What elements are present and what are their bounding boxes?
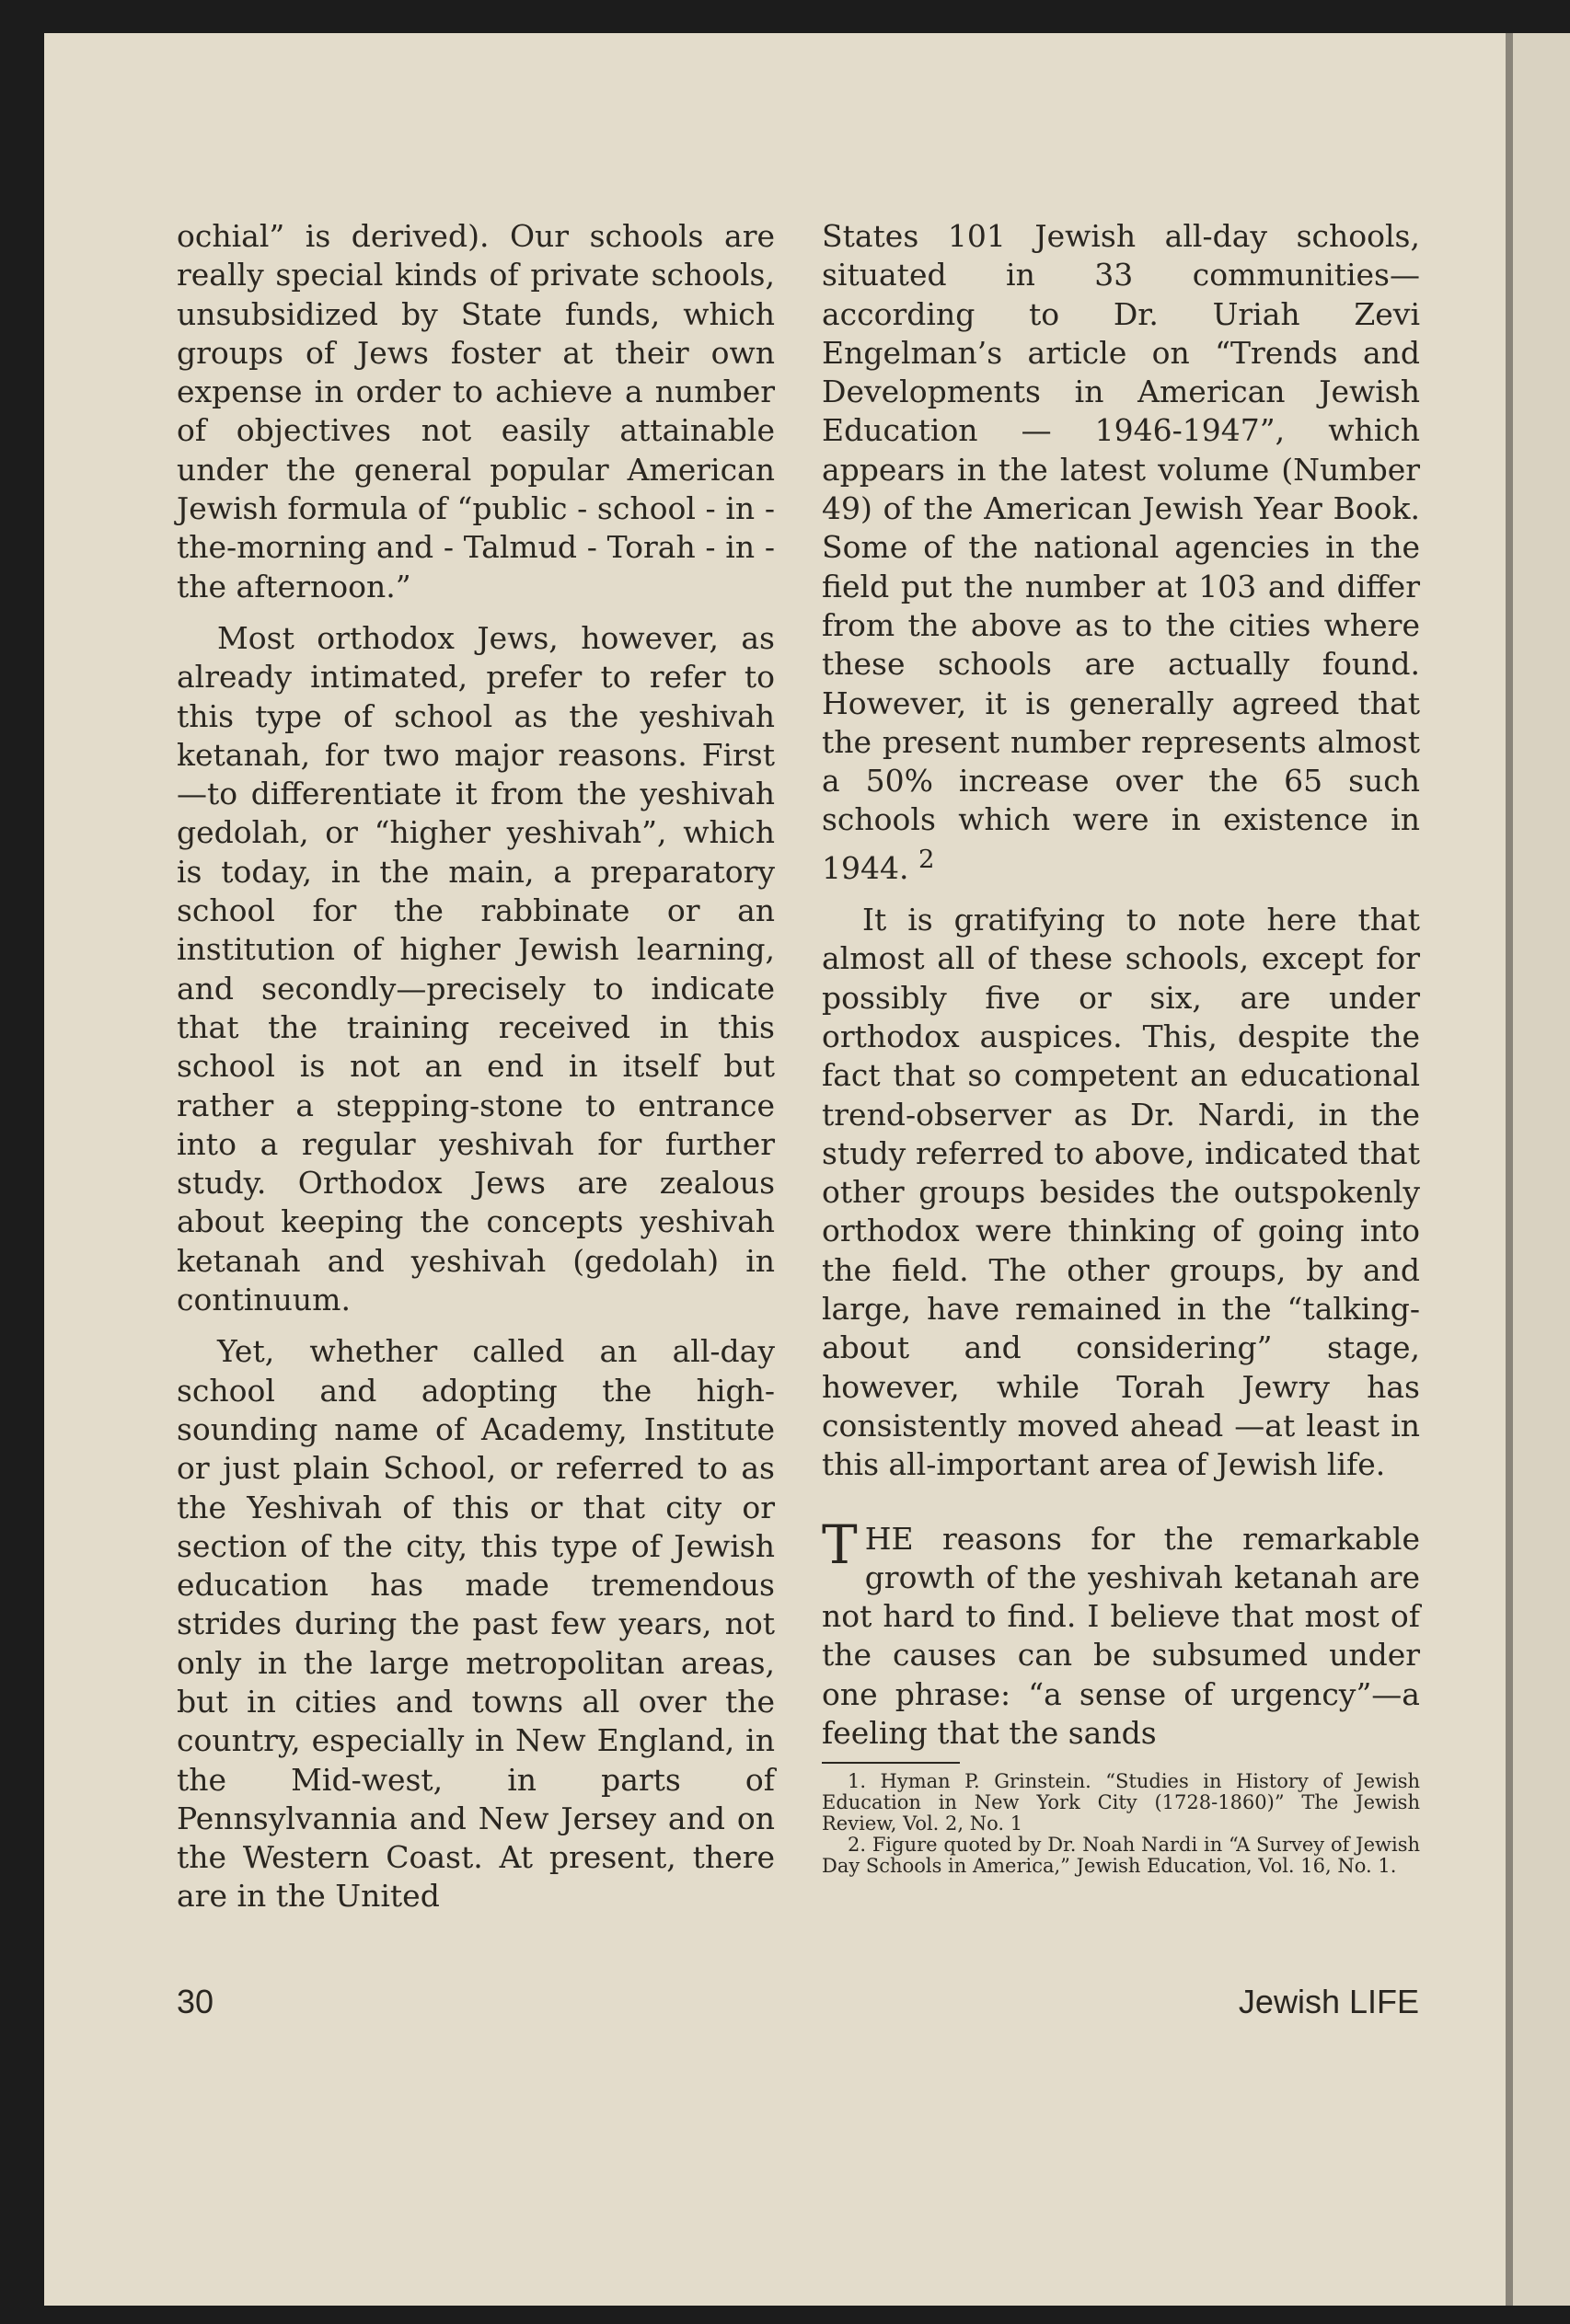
footnotes [822,1771,1420,1877]
footnote-2: 2. Figure quoted by Dr. Noah Nardi in “A Survey of Jewish Day Schools in America,” Jewish Education, Vol. 16, No. 1. [822,1834,1420,1878]
running-foot: Jewish LIFE [1238,1983,1419,2020]
right-paragraph-3 [822,1513,1420,1754]
right-column [822,217,1420,1877]
left-paragraph-2: Most orthodox Jews, however, as already intimated, prefer to refer to this type of school as the yeshivah ketanah, for two major reasons. First—to differentiate it from the yeshivah gedolah, or “higher yeshivah”, which is today, in the main, a preparatory school for the rabbinate or an institution of higher Jewish learning, and secondly—precisely to indicate that the training received in this school is not an end in itself but rather a stepping-stone to entrance into a regular yeshivah for further study. Orthodox Jews are zealous about keeping the concepts yeshivah ketanah and yeshivah (gedolah) in continuum. [177,619,775,1318]
right-paragraph-1 [822,217,1420,888]
drop-cap: T [822,1513,858,1576]
left-column [177,217,775,1916]
left-paragraph-1: ochial” is derived). Our schools are really special kinds of private schools, unsubsidized by State funds, which groups of Jews foster at their own expense in order to achieve a number of objectives not easily attainable under the general popular American Jewish formula of “public - school - in - the-morning and - Talmud - Torah - in - the afternoon.” [177,218,775,604]
page-number: 30 [177,1983,214,2020]
footnote-rule [822,1762,960,1764]
book-spine [1506,33,1513,2306]
left-paragraph-3: Yet, whether called an all-day school and adopting the high-sounding name of Academy, Institute or just plain School, or referred to as the Yeshivah of this or that city or section of the city, this type of Jewish education has made tremendous strides during the past few years, not only in the large metropolitan areas, but in cities and towns all over the country, especially in New England, in the Mid-west, in parts of Pennsylvannia and New Jersey and on the Western Coast. At present, there are in the United [177,1333,775,1915]
footnote-1: 1. Hyman P. Grinstein. “Studies in History of Jewish Education in New York City (1728-1860)” The Jewish Review, Vol. 2, No. 1 [822,1770,1420,1835]
right-paragraph-3-text: HE reasons for the remarkable growth of the yeshivah ketanah are not hard to find. I believe that most of the causes can be subsumed under one phrase: “a sense of urgency”—a feeling that the sands [822,1520,1420,1751]
right-paragraph-2: It is gratifying to note here that almost all of these schools, except for possibly five or six, are under orthodox auspices. This, despite the fact that so competent an educational trend-observer as Dr. Nardi, in the study referred to above, indicated that other groups besides the outspokenly orthodox were thinking of going into the field. The other groups, by and large, have remained in the “talking-about and considering” stage, however, while Torah Jewry has consistently moved ahead —at least in this all-important area of Jewish life. [822,902,1420,1483]
footnote-ref-2: 2 [918,844,935,874]
section-gap [822,1485,1420,1520]
next-page-edge [1513,33,1570,2306]
right-paragraph-1-text: States 101 Jewish all-day schools, situated in 33 communities— according to Dr. Uriah Zevi Engelman’s article on “Trends and Developments in American Jewish Education — 1946-1947”, which appears in the latest volume (Number 49) of the American Jewish Year Book. Some of the national agencies in the field put the number at 103 and differ from the above as to the cities where these schools are actually found. However, it is generally agreed that the present number represents almost a 50% increase over the 65 such schools which were in existence in 1944. [822,218,1420,886]
